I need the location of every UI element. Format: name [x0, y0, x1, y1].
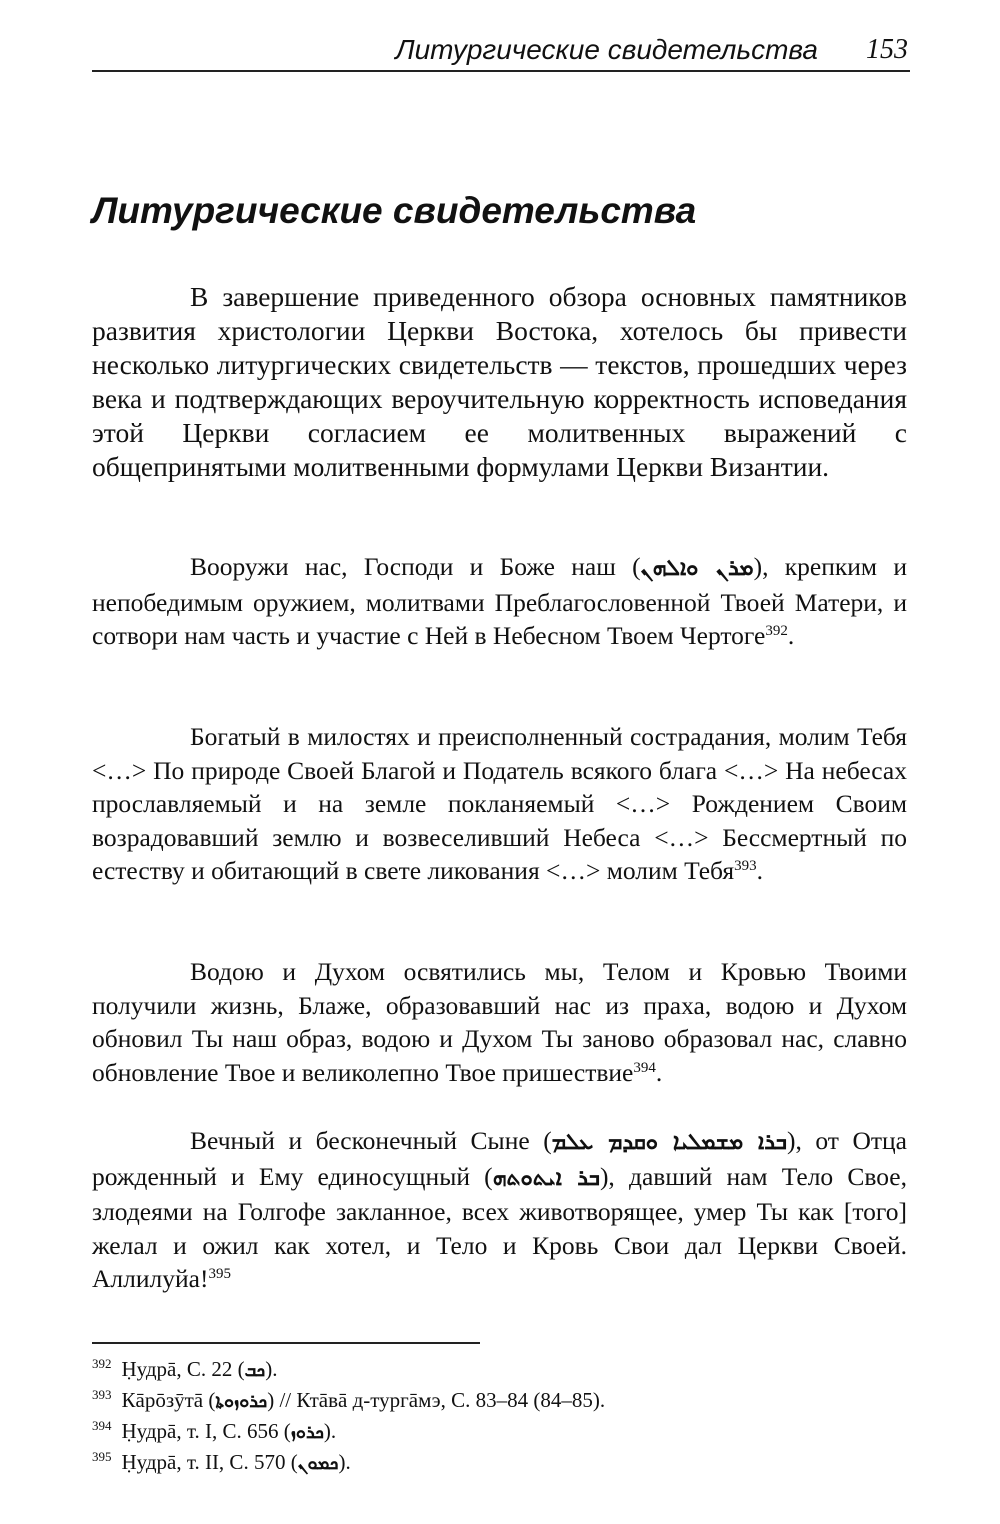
page-number: 153 [866, 34, 908, 65]
prayer-quote-4 [92, 1124, 907, 1296]
intro-paragraph: В завершение приведенного обзора основных памятников развития христологии Церкви Востока, хотелось бы привести несколько литургических свидетельств — текстов, прошедших через века и подтверждающих вероучительную корректность исповедания этой Церкви согласием ее молитвенных выражений с общепринятыми молитвенными формулами Церкви Византии. [92, 281, 907, 482]
quote-text: Вечный и бесконечный Сыне ( [190, 1126, 552, 1155]
footnote-text: Кāрōзӯтā ( [121, 1388, 216, 1412]
running-title: Литургические свидетельства [395, 34, 818, 65]
running-header [92, 30, 910, 72]
footnote-text: ). [265, 1357, 278, 1381]
footnote [92, 1416, 907, 1447]
footnote-number: 392 [92, 1356, 112, 1371]
footnote [92, 1447, 907, 1478]
footnote-text: ). [338, 1450, 351, 1474]
prayer-quote-2 [92, 720, 907, 888]
quote-end: . [756, 856, 763, 885]
footnote-divider [92, 1342, 480, 1344]
syriac-text: ܒܪܐ ܡܫܡܠܝܐ ܘܩܕܡ ܥܠܡ [551, 1130, 787, 1155]
footnote-number: 394 [92, 1418, 112, 1433]
footnote-ref[interactable]: 395 [208, 1266, 231, 1282]
quote-text: Водою и Духом освятились мы, Телом и Кровью Твоими получили жизнь, Блаже, образовавший нас из праха, водою и Духом обновил Ты наш образ, водою и Духом Ты заново образовал нас, славно обновление Твое и великолепно Твое пришествие [92, 957, 907, 1087]
quote-end: . [787, 621, 795, 650]
prayer-quote-3 [92, 955, 907, 1089]
footnote-text: Ḥудрā, т. II, С. 570 ( [121, 1450, 298, 1474]
syriac-text: ܟܒ [244, 1360, 266, 1381]
quote-text: ), крепким и непобедимым оружием, молитвами Преблагословенной Твоей Матери, и сотвори нам часть и участие с Ней в Небесном Твоем Чертоге [92, 552, 907, 650]
syriac-text: ܒܪ ܐܝܬܘܬܗ [492, 1165, 600, 1191]
footnote-ref[interactable]: 393 [734, 858, 757, 874]
footnote-text: ) // Ктāвā д-тургāмэ, С. 83–84 (84–85). [267, 1388, 606, 1412]
syriac-text: ܡܪܢ ܘܐܠܗܢ [640, 556, 754, 581]
quote-text: Вооружи нас, Господи и Боже наш ( [190, 552, 641, 581]
prayer-quote-1 [92, 550, 907, 653]
footnote-ref[interactable]: 394 [633, 1059, 656, 1076]
syriac-text: ܟܡܘܢ [297, 1453, 339, 1474]
chapter-title: Литургические свидетельства [92, 190, 697, 231]
footnote-ref[interactable]: 392 [765, 623, 788, 639]
quote-text: Богатый в милостях и преисполненный сострадания, молим Тебя <…> По природе Своей Благой и Податель всякого блага <…> На небесах прославляемый и на земле покланяемый <…> Рождением Своим возрадовавший землю и возвеселивший Небеса <…> Бессмертный по естеству и обитающий в свете ликования <…> молим Тебя [92, 722, 907, 885]
footnote [92, 1385, 907, 1416]
quote-end: . [655, 1057, 663, 1087]
syriac-text: ܟܪܘܙܘܬܐ [215, 1391, 268, 1412]
quote-text: ), давший нам Тело Свое, злодеями на Голгофе закланное, всех животворящее, умер Ты как [того] желал и ожил как хотел, и Тело и Кровь Свои дал Церкви Своей. Аллилуйа! [92, 1161, 907, 1293]
footnote-text: Ḥудрā, т. I, С. 656 ( [121, 1419, 291, 1443]
syriac-text: ܟܪܘܙ [290, 1422, 324, 1443]
footnote [92, 1354, 907, 1385]
footnotes [92, 1354, 907, 1478]
footnote-text: ). [323, 1419, 337, 1443]
quote-text: ), от Отца рожденный и Ему единосущный ( [92, 1126, 907, 1191]
footnote-number: 395 [92, 1449, 112, 1464]
footnote-number: 393 [92, 1387, 112, 1402]
footnote-text: Ḥудрā, С. 22 ( [121, 1357, 245, 1381]
